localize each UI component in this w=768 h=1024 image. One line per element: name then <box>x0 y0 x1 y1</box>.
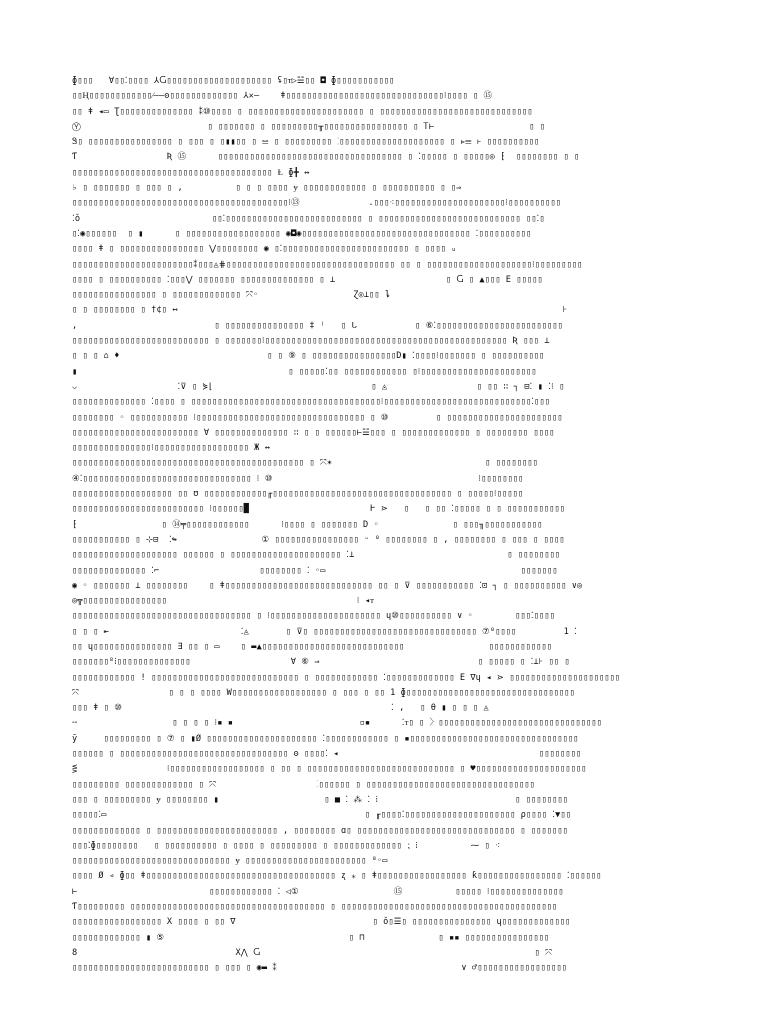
text-line: ⤧ ▯ ▯ ▯ ▯▯▯▯ W▯▯▯▯▯▯▯▯▯▯▯▯▯▯▯▯▯▯ ▯ ▯▯▯ ▯ ▯▯ 1 ɸ▯▯▯▯▯▯▯▯▯▯▯▯▯▯▯▯▯▯▯▯▯▯▯▯▯▯▯▯▯▯▯▯ <box>72 687 575 698</box>
text-line: ▯▯▯▯▯▯▯▯▯▯▯ ▯ ⊹⊟ ⁚↬ ① ▯▯▯▯▯▯▯▯▯▯▯▯▯▯▯▯ ᵕ ⁰ ▯▯▯▯▯▯▯▯ ▯ , ▯▯▯▯▯▯▯▯ ▯ ▯▯▯ ▯ ▯▯▯▯ <box>72 534 565 545</box>
text-line: ▯▯▯▯▯▯▯▯▯▯▯▯▯▯▯▯▯▯▯▯▯▯▯▯▯▯▯▯▯▯▯▯▯▯ ▯ ⁝▯▯▯▯▯▯▯▯▯▯▯▯▯▯▯▯▯▯▯▯▯ ɥ⑩▯▯▯▯▯▯▯▯▯▯ ∨ ◦ ▯▯▯⁚▯▯▯▯ <box>72 611 555 622</box>
text-line: 8 X⋀ Ⴚ ▯ ⤧ <box>72 947 553 958</box>
text-line: ▯▯Ⱨ▯▯▯▯▯▯▯▯▯▯▯▯⁄——ʘ▯▯▯▯▯▯▯▯▯▯▯▯▯ ⅄✕— ǂ▯▯▯▯▯▯▯▯▯▯▯▯▯▯▯▯▯▯▯▯▯▯▯▯▯▯▯▯▯▯⁝▯▯▯▯ ▯ ⑮ <box>72 91 493 102</box>
text-line: ⁚ǒ ▯▯⁚▯▯▯▯▯▯▯▯▯▯▯▯▯▯▯▯▯▯▯▯▯▯▯▯▯▯ ▯ ▯▯▯▯▯▯▯▯▯▯▯▯▯▯▯▯▯▯▯▯▯▯▯▯▯▯▯ ▯▯⁚▯ <box>72 213 545 224</box>
text-line: ▯▯▯ ▯ ▯▯▯▯▯▯▯▯▯ ɏ ▯▯▯▯▯▯▯▯ ▮ ▯ ■ ⁚ ⁂ ⁚ ⁞ ▯ ▯▯▯▯▯▯▯▯ <box>72 794 568 805</box>
text-line: ▯▯▯▯▯▯▯▯▯▯▯▯▯▯▯▯▯▯▯▯▯▯▯⁑▯▯▯◬⋕▯▯▯▯▯▯▯▯▯▯▯▯▯▯▯▯▯▯▯▯▯▯▯▯▯▯▯▯▯▯▯▯ ▯▯ ▯ ▯▯▯▯▯▯▯▯▯▯▯▯▯▯▯▯▯▯▯▯⁝▯▯▯▯▯▯▯▯▯ <box>72 259 583 270</box>
text-line: ▯▯▯▯▯▯▯▯ ◦ ▯▯▯▯▯▯▯▯▯▯▯ ⁝▯▯▯▯▯▯▯▯▯▯▯▯▯▯▯▯▯▯▯▯▯▯▯▯▯▯▯▯▯▯▯▯ ▯ ⑩ ▯ ▯▯▯▯▯▯▯▯▯▯▯▯▯▯▯▯▯▯▯▯▯▯ <box>72 412 563 423</box>
text-line: , ▯ ▯▯▯▯▯▯▯▯▯▯▯▯▯▯▯ ‡ ⁾ ▯ ᒐ ▯ ⑥⁚▯▯▯▯▯▯▯▯▯▯▯▯▯▯▯▯▯▯▯▯▯▯▯▯ <box>72 320 563 331</box>
text-line: ▯▯▯▯ Ø ◃ ɸ▯▯ ǂ▯▯▯▯▯▯▯▯▯▯▯▯▯▯▯▯▯▯▯▯▯▯▯▯▯▯▯▯▯▯▯▯▯▯▯▯ ʐ ⁎ ▯ ǂ▯▯▯▯▯▯▯▯▯▯▯▯▯▯▯▯▯ ƙ▯▯▯▯▯▯▯▯▯▯▯▯▯▯▯▯ ⁚▯▯▯▯▯▯ <box>72 871 602 882</box>
text-line: ╌ ▯ ▯ ▯ ▯ ⁝▪ ▪ ▫▪ ⁚ᴛ▯ ▯ 〉▯▯▯▯▯▯▯▯▯▯▯▯▯▯▯▯▯▯▯▯▯▯▯▯▯▯▯▯▯▯▯ <box>72 718 602 729</box>
text-line: ▯▯▯▯▯▯▯▯▯▯▯▯▯▯▯▯ ▯ ▯▯▯▯▯▯▯▯▯▯▯▯▯ ⤧◦ Ɀ◎⊥▯▯ ȴ <box>72 290 391 301</box>
text-line: ▯▯▯▯▯▯▯▯▯▯▯▯▯ ▯ ▯▯▯▯▯▯▯▯▯▯▯▯▯▯▯▯▯▯▯▯▯▯▯ , ▯▯▯▯▯▯▯▯ ɑ▯ ▯▯▯▯▯▯▯▯▯▯▯▯▯▯▯▯▯▯▯▯▯▯▯▯▯▯▯▯▯▯ ▯ ▯▯▯▯▯▯▯ <box>72 825 568 836</box>
text-line: ▯▯▯▯▯▯▯▯▯▯▯▯▯▯ ⁚▯▯▯▯ ▯ ▯▯▯▯▯▯▯▯▯▯▯▯▯▯▯▯▯▯▯▯▯▯▯▯▯▯▯▯▯▯▯▯▯▯▯▯⁝▯▯▯▯▯▯▯▯▯▯▯▯▯▯▯▯▯▯▯▯▯▯▯▯▯▯▯▯⁚▯▯▯ <box>72 397 550 408</box>
text-line: ◎╦▯▯▯▯▯▯▯▯▯▯▯▯▯▯▯▯ ⁝ ◂ᴛ <box>72 596 375 607</box>
text-line: ▯▯▯▯▯▯▯▯▯▯▯▯▯▯▯▯▯▯▯▯▯▯▯▯▯▯ ▯ ▯▯▯ ▯ ◉▬ ⁑ ∨ ♂▯▯▯▯▯▯▯▯▯▯▯▯▯▯▯▯▯ <box>72 963 567 974</box>
text-line: ⊢ ▯▯▯▯▯▯▯▯▯▯▯▯ ⁚ ◁① ⑮ ▯▯▯▯▯ ⁝▯▯▯▯▯▯▯▯▯▯▯▯▯▯ <box>72 886 564 897</box>
text-line: ▯▯▯▯▯▯▯▯▯▯▯▯ ! ▯▯▯▯▯▯▯▯▯▯▯▯▯▯▯▯▯▯▯▯▯▯▯▯▯▯▯▯ ▯ ▯▯▯▯▯▯▯▯▯▯▯▯ ⁚▯▯▯▯▯▯▯▯▯▯▯▯▯ Ε ∇ɥ ◂ ⋗ ▯▯▯▯▯▯▯▯▯▯▯▯▯▯▯▯▯▯▯▯▯ <box>72 672 621 683</box>
text-line: ▯▯▯ ǂ ▯ ⑩ ⁚ , ▯ θ ▮ ▯ ▯ ▯ ◬ <box>72 703 489 714</box>
text-line: ▯▯▯▯▯▯▯▯▯▯▯▯▯▯▯▯▯▯▯▯▯▯▯▯▯▯▯▯▯▯▯▯▯▯▯▯▯▯▯▯▯⁝⑬ .▯▯▯⁖▯▯▯▯▯▯▯▯▯▯▯▯▯▯▯▯▯▯▯▯▯⁝▯▯▯▯▯▯▯▯▯▯ <box>72 198 561 209</box>
text-line: ▯▯▯▯▯▯▯▯▯▯▯▯▯▯▯▯▯▯▯▯▯▯▯▯▯▯▯▯▯▯▯▯▯▯▯▯▯▯▯▯▯▯▯▯ ▯ ⤧✶ ▯ ▯▯▯▯▯▯▯▯ <box>72 458 538 469</box>
text-line: Ƭ Ʀ ⑮ ▯▯▯▯▯▯▯▯▯▯▯▯▯▯▯▯▯▯▯▯▯▯▯▯▯▯▯▯▯▯▯▯▯▯▯ ▯ ⁚▯▯▯▯▯ ▯ ▯▯▯▯▯◎ ⁅ ▯▯▯▯▯▯▯▯ ▯ ▯ <box>72 152 580 163</box>
text-line: ▯▯▯▯▯⁚▭ ▯ ╓▯▯▯▯⁚▯▯▯▯▯▯▯▯▯▯▯▯▯▯▯▯▯▯▯▯▯ ρ▯▯▯▯ ⁚▼▯▯ <box>72 810 571 821</box>
text-line: ɸ▯▯▯ ∀▯▯⁚▯▯▯▯ ⅄Ⴚ▯▯▯▯▯▯▯▯▯▯▯▯▯▯▯▯▯▯▯▯ ʢ▯ᴛ▷☱▯▯ ◘ ɸ▯▯▯▯▯▯▯▯▯▯▯ <box>72 76 395 86</box>
text-line: ◉ ◦ ▯▯▯▯▯▯▯ ⊥ ▯▯▯▯▯▯▯▯ ▯ ǂ▯▯▯▯▯▯▯▯▯▯▯▯▯▯▯▯▯▯▯▯▯▯▯▯▯▯▯▯ ▯▯ ▯ ⊽ ▯▯▯▯▯▯▯▯▯▯▯ ⁚⊡ ┐ ▯ ▯▯▯▯▯▯▯▯▯▯ ∨◎ <box>72 580 583 591</box>
text-line: ⌵ ⁚⊽ ▯ ⋟⌊ ▯ ◬ ▯ ▯▯ ∷ ┐ ⊟⁚ ▮ ⁚⁝ ▯ <box>72 381 565 392</box>
text-line: ▯▯▯⁚ɸ▯▯▯▯▯▯▯▯ ▯ ▯▯▯▯▯▯▯▯▯▯ ▯ ▯▯▯▯ ▯ ▯▯▯▯▯▯▯▯▯ ▯ ▯▯▯▯▯▯▯▯▯▯▯▯▯ ⁏ ⁞ ⁓ ▯ ⁖ <box>72 840 501 851</box>
text-line: ▯▯▯▯▯▯▯▯▯ ▯▯▯▯▯▯▯▯▯▯▯▯▯ ▯ ⤧ ⁚▯▯▯▯▯▯ ▯ ▯▯▯▯▯▯▯▯▯▯▯▯▯▯▯▯▯▯▯▯▯▯▯▯▯▯▯▯▯▯▯▯ <box>72 779 535 790</box>
text-line: ▯▯▯▯▯▯▯▯▯▯▯▯▯▯▯▯▯▯▯▯ ▯▯▯▯▯▯ ▯ ▯▯▯▯▯▯▯▯▯▯▯▯▯▯▯▯▯▯▯▯▯ ⁚⊥ ▯ ▯▯▯▯▯▯▯▯ <box>72 550 561 561</box>
text-line: ▯▯▯▯▯▯▯▯▯▯▯▯▯▯▯▯▯▯▯ ▯▯ ʊ ▯▯▯▯▯▯▯▯▯▯▯▯╓▯▯▯▯▯▯▯▯▯▯▯▯▯▯▯▯▯▯▯▯▯▯▯▯▯▯▯▯▯▯▯▯▯▯ ▯ ▯▯▯▯▯⁝▯▯▯▯▯ <box>72 489 524 500</box>
text-line: ▯▯▯▯ ǂ ▯ ▯▯▯▯▯▯▯▯▯▯▯▯▯▯▯▯ ⋁▯▯▯▯▯▯▯▯ ◉ ▯⁚▯▯▯▯▯▯▯▯▯▯▯▯▯▯▯▯▯▯▯▯▯▯▯▯ ▯ ▯▯▯▯ ᵤ <box>72 244 457 255</box>
text-line: ▯▯▯▯▯▯▯▯▯▯▯▯▯▯▯▯▯▯▯▯▯▯▯▯▯▯▯▯▯▯ ɏ ▯▯▯▯▯▯▯▯▯▯▯▯▯▯▯▯▯▯▯▯▯▯▯ ⁸◦▭ <box>72 856 388 867</box>
text-line: ▯▯▯▯▯▯▯▯▯▯▯▯▯▯▯▯▯ X ▯▯▯▯ ▯ ▯▯ ∇ ▯ ǒ▯☰▯ ▯▯▯▯▯▯▯▯▯▯▯▯▯▯▯ ɥ▯▯▯▯▯▯▯▯▯▯▯▯▯ <box>72 917 571 928</box>
text-line: ▯▯ ɥ▯▯▯▯▯▯▯▯▯▯▯▯▯▯▯ ∃ ▯▯ ▯ ▭ ▯ ▬▲▯▯▯▯▯▯▯▯▯▯▯▯▯▯▯▯▯▯▯▯▯▯▯▯▯▯▯ ▯▯▯▯▯▯▯▯▯▯▯▯ <box>72 641 552 652</box>
text-line: ▯ ▯ ▯ ⇤ ⁚◬ ▯ ⊽▯ ▯▯▯▯▯▯▯▯▯▯▯▯▯▯▯▯▯▯▯▯▯▯▯▯▯▯▯▯▯▯▯ ⑦⁰▯▯▯▯ 1 ⁚ <box>72 626 578 637</box>
text-line: ⋚ ⁝▯▯▯▯▯▯▯▯▯▯▯▯▯▯▯▯▯▯ ▯ ▯▯ ▯ ▯▯▯▯▯▯▯▯▯▯▯▯▯▯▯▯▯▯▯▯▯▯▯▯▯▯▯▯ ▯ ♥▯▯▯▯▯▯▯▯▯▯▯▯▯▯▯▯▯▯▯▯▯ <box>72 764 587 775</box>
text-line: ▯ ▯ ▯▯▯▯▯▯▯▯ ▯ †¢▯ ↤ ⊦ <box>72 305 568 316</box>
text-line: ▯▯▯▯▯▯▯▯▯▯▯▯▯▯▯▯▯▯▯▯▯▯▯▯ ∀ ▯▯▯▯▯▯▯▯▯▯▯▯▯▯ ∷ ▯ ▯ ▯▯▯▯▯▯⊢☱▯▯▯ ▯ ▯▯▯▯▯▯▯▯▯▯▯▯▯ ▯ ▯▯▯▯▯▯▯▯ ▯▯▯▯ <box>72 427 555 438</box>
text-line: ▯▯▯▯ ▯ ▯▯▯▯▯▯▯▯▯▯ ⁚▯▯▯⋁ ▯▯▯▯▯▯▯ ▯▯▯▯▯▯▯▯▯▯▯▯▯▯ ▯ ⊥ ▯ Ⴚ ▯ ▲▯▯▯ Ε ▯▯▯▯▯ <box>72 274 543 285</box>
text-line: ▯▯▯▯▯▯ ▯ ▯▯▯▯▯▯▯▯▯▯▯▯▯▯▯▯▯▯▯▯▯▯▯▯▯▯▯▯▯▯▯▯ ʘ ▯▯▯▯⁚ ◂ ▯▯▯▯▯▯▯▯ <box>72 749 582 760</box>
text-line: ▯▯▯▯▯▯▯▯▯▯▯▯▯▯▯▯▯▯▯▯▯▯▯▯▯▯▯▯▯▯▯▯▯▯▯▯▯▯ Ⱡ ɸ╋ ↔ <box>72 167 310 178</box>
text-line: Ƭ▯▯▯▯▯▯▯▯▯ ▯▯▯▯▯▯▯▯▯▯▯▯▯▯▯▯▯▯▯▯▯▯▯▯▯▯▯▯▯▯▯▯▯▯▯▯▯ ▯ ▯▯▯▯▯▯▯▯▯▯▯▯▯▯▯▯▯▯▯▯▯▯▯▯▯▯▯▯▯▯▯▯▯▯▯▯▯▯▯▯▯ <box>72 902 558 913</box>
text-line: ④⁚▯▯▯▯▯▯▯▯▯▯▯▯▯▯▯▯▯▯▯▯▯▯▯▯▯▯▯▯▯▯▯▯ ⁝ ⑩ ⁝▯▯▯▯▯▯▯▯ <box>72 473 524 484</box>
text-line: ▯▯ ǂ ◂▭ Ʈ▯▯▯▯▯▯▯▯▯▯▯▯▯▯ ⁑⑩▯▯▯▯ ▯ ▯▯▯▯▯▯▯▯▯▯▯▯▯▯▯▯▯▯▯▯▯▯ ▯ ▯▯▯▯▯▯▯▯▯▯▯▯▯▯▯▯▯▯▯▯▯▯▯▯▯▯▯▯▯ <box>72 106 533 117</box>
text-line: ▯▯▯▯▯▯▯▯▯▯▯▯▯ ▮ ⑤ ▯ ⊓ ▯ ▪▪ ▯▯▯▯▯▯▯▯▯▯▯▯▯▯▯▯ <box>72 932 550 943</box>
text-body <box>72 74 696 977</box>
text-line: ▮ ▯ ▯▯▯▯▯⁚▯▯ ▯▯▯▯▯▯▯▯▯▯▯▯ ▯⁝▯▯▯▯▯▯▯▯▯▯▯▯▯▯▯▯▯▯▯▯▯▯ <box>72 366 537 377</box>
text-line: ▯ ▯ ▯ ⌂ ♦ ▯ ▯ ⑨ ▯ ▯▯▯▯▯▯▯▯▯▯▯▯▯▯▯▯D▮ ⁚▯▯▯▯⁝▯▯▯▯▯▯▯ ▯ ▯▯▯▯▯▯▯▯▯▯ <box>72 351 545 362</box>
text-line: ⁅ ▯ ⑭╤▯▯▯▯▯▯▯▯▯▯▯▯ ⁝▯▯▯▯ ▯ ▯▯▯▯▯▯▯ D ◦ ▯ ▯▯▯╖▯▯▯▯▯▯▯▯▯▯▯ <box>72 519 543 530</box>
text-line: Ⓨ ▯ ▯▯▯▯▯▯▯ ▯ ▯▯▯▯▯▯▯▯▯╥▯▯▯▯▯▯▯▯▯▯▯▯▯▯▯▯ ▯ Ꭲ⊢ ▯ ▯ <box>72 121 545 132</box>
text-line: ▯▯▯▯▯▯▯▯▯▯▯▯▯▯▯⁝▯▯▯▯▯▯▯▯▯▯▯▯▯▯▯▯▯▯ Ж ↔ <box>72 443 270 454</box>
text-line: ▯▯▯▯▯▯▯⁸⁞▯▯▯▯▯▯▯▯▯▯▯▯▯▯ ∀ ⑥ ⇒ ▯ ▯▯▯▯▯ ▯ ⁚⊥⊦ ▯▯ ▯ <box>72 657 570 668</box>
text-line: ȳ ▯▯▯▯▯▯▯▯▯ ▯ ⑦ ▯ ▮Ø ▯▯▯▯▯▯▯▯▯▯▯▯▯▯▯▯▯▯▯▯▯ ⁚▯▯▯▯▯▯▯▯▯▯▯▯ ▯ ▪▯▯▯▯▯▯▯▯▯▯▯▯▯▯▯▯▯▯▯▯▯▯▯▯▯▯▯▯▯▯▯▯ <box>72 733 579 744</box>
text-line: Ꮥ▯ ▯▯▯▯▯▯▯▯▯▯▯▯▯▯▯▯ ▯ ▯▯▯ ▯ ▯▮▮▯▯ ▯ ☱ ▯ ▯▯▯▯▯▯▯▯▯ ⁚▯▯▯▯▯▯▯▯▯▯▯▯▯▯▯▯▯▯▯▯ ▯ ⊧☰ ⊦ ▯▯▯▯▯▯▯▯▯▯ <box>72 137 540 148</box>
text-line: ♭ ▯ ▯▯▯▯▯▯▯ ▯ ▯▯▯ ▯ , ▯ ▯ ▯ ▯▯▯▯ ɏ ▯▯▯▯▯▯▯▯▯▯▯▯ ▯ ▯▯▯▯▯▯▯▯▯▯ ▯ ▯⇒ <box>72 183 462 194</box>
text-line: ▯▯▯▯▯▯▯▯▯▯▯▯▯▯▯▯▯▯▯▯▯▯▯▯▯ ⁝▯▯▯▯▯▯█ Ⱶ ⋗ ▯ ▯ ▯▯ ⁚▯▯▯▯▯ ▯ ▯ ▯▯▯▯▯▯▯▯▯▯▯ <box>72 504 565 515</box>
text-line: ▯▯▯▯▯▯▯▯▯▯▯▯▯▯ ⁚⌐ ▯▯▯▯▯▯▯▯ ⁚ ◦▭ ▯▯▯▯▯▯▯ <box>72 565 558 576</box>
text-line: ▯▯▯▯▯▯▯▯▯▯▯▯▯▯▯▯▯▯▯▯▯▯▯▯▯▯ ▯ ▯▯▯▯▯▯▯⁝▯▯▯▯▯▯▯▯▯▯▯▯▯▯▯▯▯▯▯▯▯▯▯▯▯▯▯▯▯▯▯▯▯▯▯▯▯▯▯▯▯▯▯▯▯▯ Ʀ ▯▯▯ ⊥ <box>72 336 550 347</box>
text-line: ▯⁚◉▯▯▯▯▯▯ ▯ ▮ ▯ ▯▯▯▯▯▯▯▯▯▯▯▯▯▯▯▯▯▯ ◉◘◉▯▯▯▯▯▯▯▯▯▯▯▯▯▯▯▯▯▯▯▯▯▯▯▯▯▯▯▯▯▯▯▯ ⁚▯▯▯▯▯▯▯▯▯▯ <box>72 228 532 239</box>
